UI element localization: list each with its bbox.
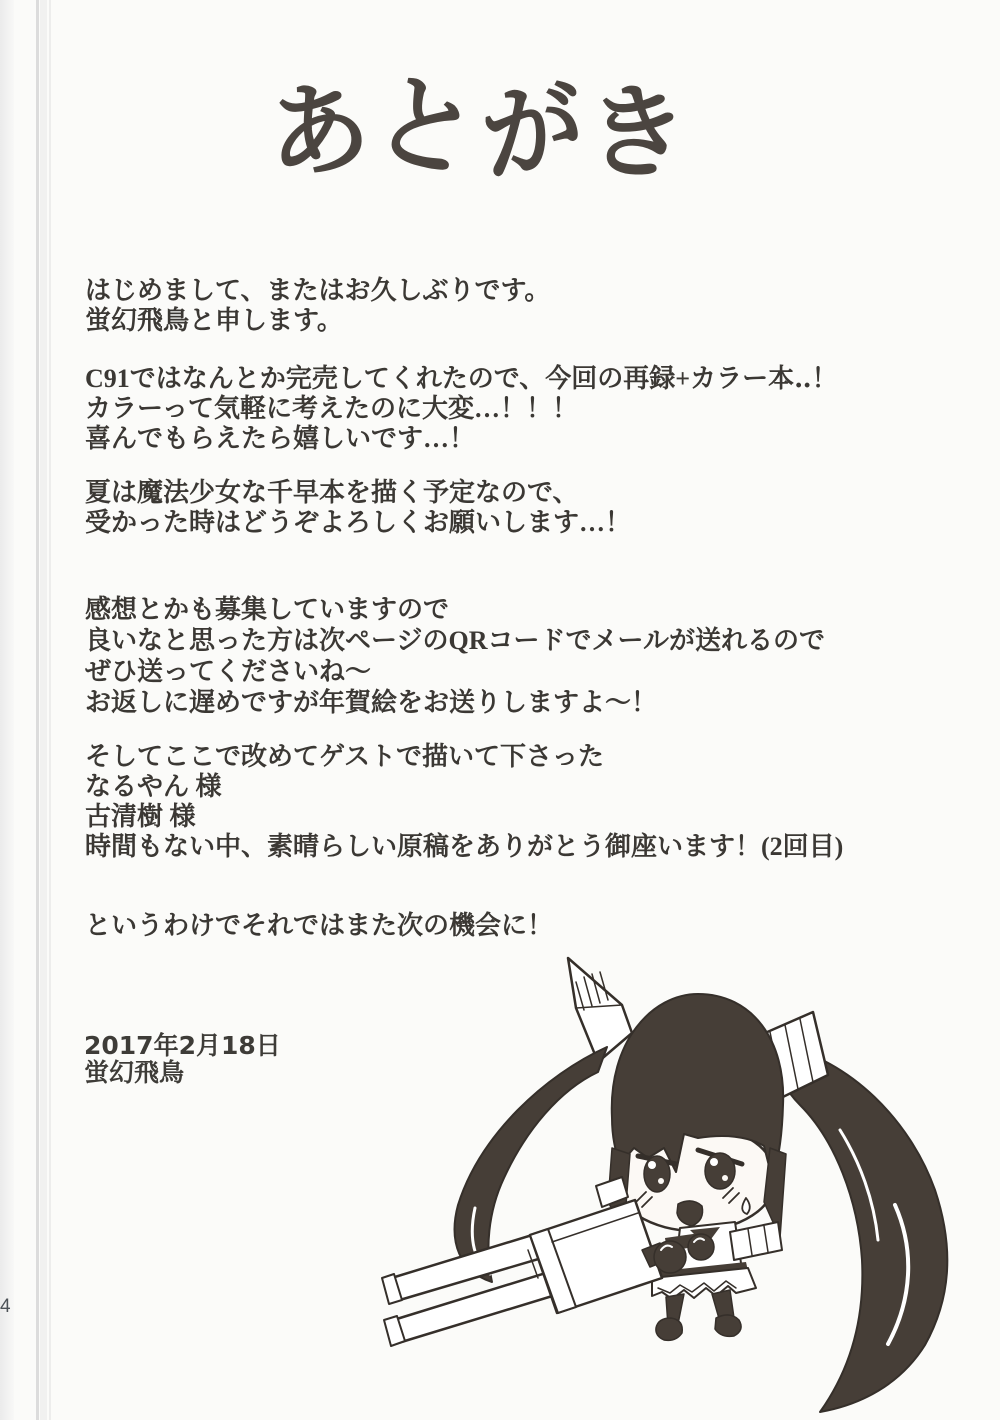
afterword-title — [262, 56, 690, 202]
title-char: が — [473, 64, 593, 199]
paragraph-line: 感想とかも募集していますので — [85, 595, 450, 624]
paragraph-line: ぜひ送ってくださいね〜 — [85, 657, 372, 686]
eye-left — [644, 1156, 670, 1192]
paragraph-line: そしてここで改めてゲストで描いて下さった — [85, 742, 604, 771]
paragraph-line: なるやん 様 — [85, 772, 222, 801]
paragraph-line: 古清樹 様 — [85, 802, 196, 831]
title-char: き — [584, 73, 690, 194]
eye-right — [705, 1153, 735, 1189]
collar-piece — [730, 1222, 782, 1260]
paragraph-line: はじめまして、またはお久しぶりです。 — [85, 276, 551, 305]
chibi-character-illustration — [380, 950, 1000, 1420]
page-number: 4 — [0, 1296, 11, 1317]
cannon — [382, 1177, 668, 1346]
shoe-right — [715, 1315, 741, 1336]
scan-edge-line — [36, 0, 39, 1420]
paragraph-line: お返しに遅めですが年賀絵をお送りしますよ〜！ — [85, 688, 658, 717]
scan-edge-shadow — [0, 0, 14, 1420]
paragraph-line: カラーって気軽に考えたのに大変…！！！ — [85, 394, 578, 423]
paragraph-greeting — [85, 276, 550, 336]
title-char: あ — [262, 67, 375, 196]
scan-edge-line — [49, 0, 51, 1420]
signoff-block — [84, 1032, 281, 1086]
paragraph-line: C91ではなんとか完売してくれたので、今回の再録+カラー本‥！ — [85, 364, 838, 393]
paragraph-c91 — [85, 364, 838, 454]
paragraph-line: 夏は魔法少女な千早本を描く予定なので、 — [85, 478, 579, 507]
paragraph-line: 蛍幻飛鳥と申します。 — [85, 306, 343, 335]
title-char: と — [361, 56, 491, 199]
headgear-fin-icon — [568, 958, 632, 1062]
paragraph-line: というわけでそれではまた次の機会に！ — [85, 911, 554, 940]
paragraph-guest-thanks — [85, 742, 843, 862]
signoff-date: 2017年2月18日 — [84, 1031, 281, 1060]
scan-edge-line — [40, 0, 47, 1420]
shoe-left — [656, 1318, 682, 1340]
paragraph-summer-plans — [85, 478, 631, 538]
paragraph-line: 喜んでもらえたら嬉しいです…！ — [85, 424, 476, 453]
paragraph-line: 受かった時はどうぞよろしくお願いします…！ — [85, 508, 632, 537]
signoff-author: 蛍幻飛鳥 — [84, 1058, 185, 1087]
paragraph-closing — [85, 911, 553, 941]
paragraph-line: 良いなと思った方は次ページのQRコードでメールが送れるので — [85, 626, 825, 655]
paragraph-line: 時間もない中、素晴らしい原稿をありがとう御座います！(2回目) — [85, 832, 844, 861]
paragraph-feedback — [85, 594, 825, 718]
twintail-right — [772, 1045, 947, 1412]
legs — [656, 1290, 741, 1340]
